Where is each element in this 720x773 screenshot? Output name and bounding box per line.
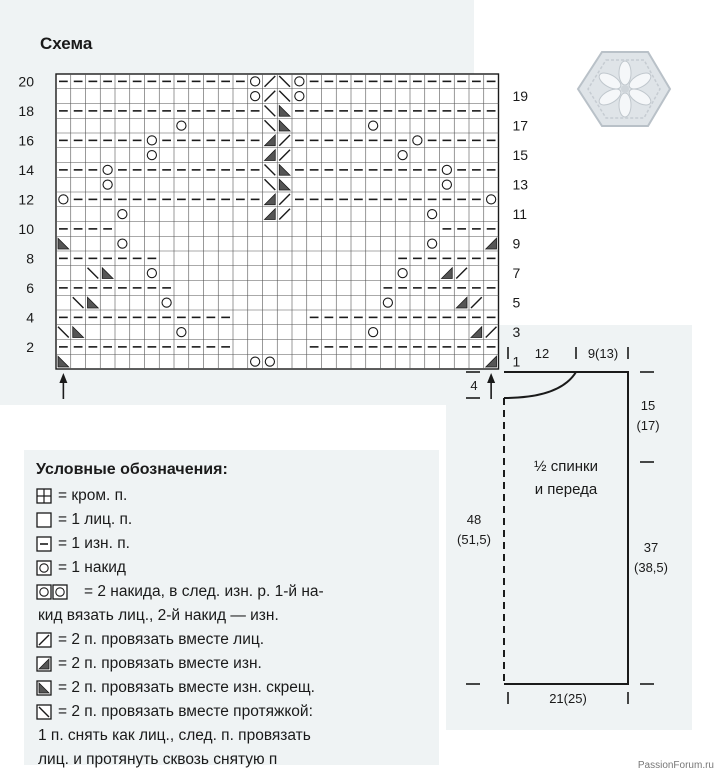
- neck-depth-label: 4: [470, 378, 478, 393]
- row-label-right: 11: [512, 206, 528, 223]
- row-label-right: 3: [512, 324, 521, 341]
- legend-item-text: = 1 накид: [58, 559, 126, 576]
- armhole-label: 15: [640, 398, 656, 413]
- row-label-left: 10: [18, 220, 34, 237]
- row-label-left: 14: [18, 161, 34, 178]
- legend-title: Условные обозначения:: [36, 461, 228, 478]
- total-length-alt-label: (51,5): [457, 532, 491, 547]
- legend-item-text: = 1 изн. п.: [58, 535, 130, 552]
- legend-item-text: = 2 п. провязать вместе изн. скрещ.: [58, 679, 315, 696]
- row-label-right: 19: [512, 88, 529, 105]
- legend-item-text: = 2 п. провязать вместе изн.: [58, 655, 262, 672]
- schematic-neckline: [504, 372, 576, 398]
- row-label-left: 4: [26, 309, 34, 326]
- row-label-left: 8: [26, 250, 34, 267]
- row-label-left: 12: [18, 191, 34, 208]
- legend-item-continuation: кид вязать лиц., 2-й накид — изн.: [38, 607, 279, 624]
- top-width-label: 12: [534, 346, 550, 361]
- row-label-left: 20: [18, 73, 34, 90]
- legend-item-continuation: лиц. и протянуть сквозь снятую п: [38, 751, 278, 768]
- legend-item-text: = 2 п. провязать вместе протяжкой:: [58, 703, 313, 720]
- row-label-left: 18: [18, 102, 34, 119]
- side-length-label: 37: [643, 540, 659, 555]
- bottom-width-label: 21(25): [549, 691, 587, 706]
- legend-item-continuation: 1 п. снять как лиц., след. п. провязать: [38, 727, 311, 744]
- row-label-right: 13: [512, 176, 529, 193]
- watermark: PassionForum.ru: [637, 760, 714, 771]
- piece-label-line1: ½ спинки: [534, 458, 598, 475]
- top-shoulder-label: 9(13): [587, 346, 619, 361]
- schematic-outline: [504, 372, 628, 684]
- scheme-title: Схема: [40, 34, 93, 53]
- legend-item-text: = 2 п. провязать вместе лиц.: [58, 631, 265, 648]
- row-label-right: 7: [512, 265, 521, 282]
- piece-label-line2: и переда: [534, 481, 598, 498]
- row-label-left: 6: [26, 279, 34, 296]
- legend-item-text: = 2 накида, в след. изн. р. 1-й на-: [84, 583, 324, 600]
- row-label-right: 5: [512, 294, 521, 311]
- legend-item-text: = кром. п.: [58, 487, 128, 504]
- row-label-left: 2: [26, 338, 34, 355]
- total-length-label: 48: [466, 512, 482, 527]
- row-label-right: 9: [512, 235, 521, 252]
- row-label-right: 1: [512, 353, 521, 370]
- row-label-right: 17: [512, 117, 529, 134]
- side-length-alt-label: (38,5): [634, 560, 668, 575]
- row-label-right: 15: [512, 147, 529, 164]
- armhole-alt-label: (17): [636, 418, 660, 433]
- legend-item-text: = 1 лиц. п.: [58, 511, 133, 528]
- row-label-left: 16: [18, 132, 34, 149]
